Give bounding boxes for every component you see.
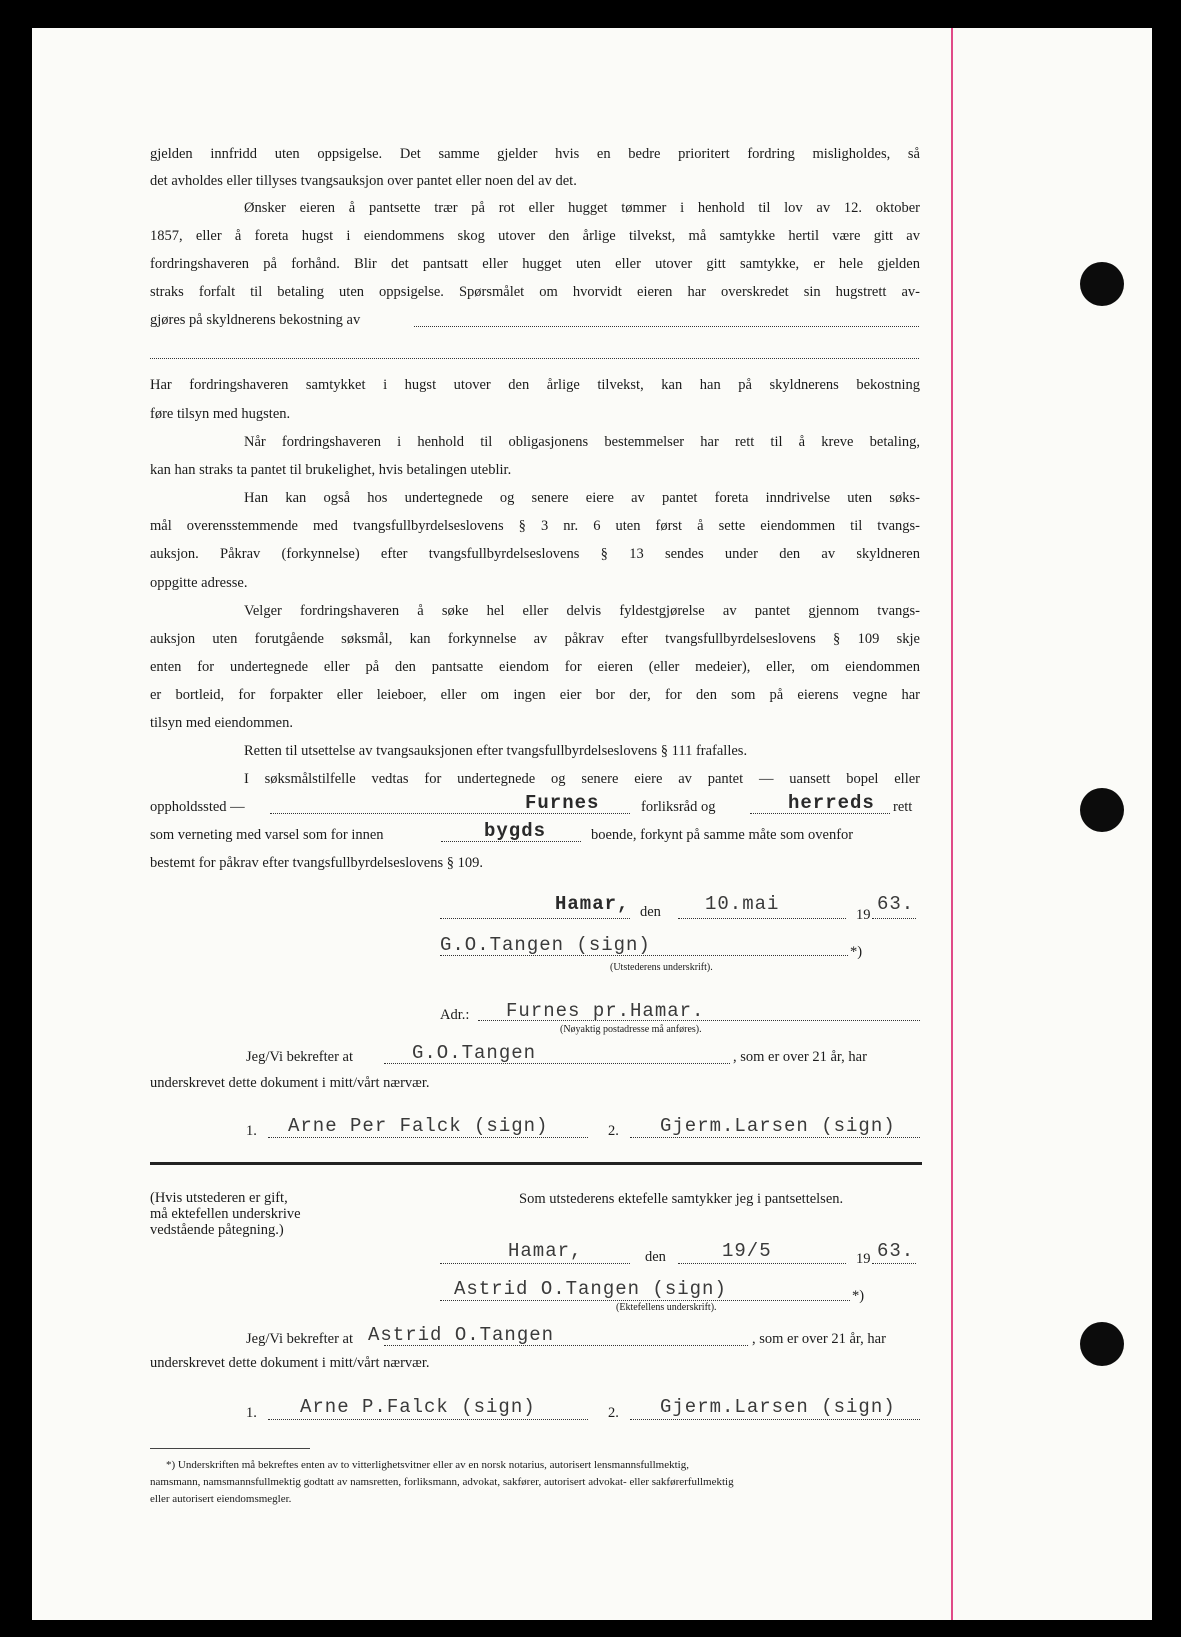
text-line: er bortleid, for forpakter eller leieboer, eller om ingen eier bor der, for den som på eierens vegne har [150,687,920,703]
spouse-year: 63. [877,1240,915,1262]
text-line: tilsyn med eiendommen. [150,715,293,731]
witness2-number: 2. [608,1405,619,1421]
adr-label: Adr.: [440,1007,470,1023]
text-line: det avholdes eller tillyses tvangsauksjon over pantet eller noen del av det. [150,173,577,189]
blank-line [414,326,919,327]
spouse-confirm-name: Astrid O.Tangen [368,1324,555,1346]
issuer-address: Furnes pr.Hamar. [506,1000,705,1022]
signature-caption: (Ektefellens underskrift). [616,1302,717,1313]
footnote-line: eller autorisert eiendomsmegler. [150,1493,292,1505]
text-line: straks forfalt til betaling uten oppsigelse. Spørsmålet om hvorvidt eieren har overskredet sin hugstrett av- [150,284,920,300]
blank-line [440,918,630,919]
witness1-number: 1. [246,1405,257,1421]
text-line: som verneting med varsel som for innen [150,827,384,843]
handwritten-year: 63. [877,893,915,915]
confirm-name: G.O.Tangen [412,1042,537,1064]
text-line: oppgitte adresse. [150,575,248,591]
signature-line [630,1419,920,1420]
text-line: gjøres på skyldnerens bekostning av [150,312,361,328]
confirm-rest: , som er over 21 år, har [752,1331,886,1347]
blank-line [440,1263,630,1264]
handwritten-date: 10.mai [705,893,780,915]
blank-line [872,918,916,919]
handwritten-forliksrad: Furnes [525,792,600,814]
witness1-signature: Arne Per Falck (sign) [288,1115,549,1137]
signature-line [268,1137,588,1138]
spouse-note: (Hvis utstederen er gift, må ektefellen underskrive vedstående påtegning.) [150,1190,301,1238]
footnote-marker: *) [850,944,863,960]
witness2-signature: Gjerm.Larsen (sign) [660,1396,896,1418]
text-line: forliksråd og [641,799,716,815]
confirm-line2: underskrevet dette dokument i mitt/vårt nærvær. [150,1355,430,1371]
text-line: boende, forkynt på samme måte som ovenfor [591,827,854,843]
witness1-signature: Arne P.Falck (sign) [300,1396,536,1418]
text-line: I søksmålstilfelle vedtas for undertegnede og senere eiere av pantet — uansett bopel eller [244,771,920,787]
text-line: auksjon uten forutgående søksmål, kan forkynnelse av påkrav efter tvangsfullbyrdelseslovens § 109 skje [150,631,920,647]
text-line: Han kan også hos undertegnede og senere eiere av pantet foreta inndrivelse uten søks- [244,490,920,506]
signature-line [440,1300,850,1301]
text-line: fordringshaveren på forhånd. Blir det pantsatt eller hugget uten eller utover gitt samtykke, er hele gjelden [150,256,920,272]
handwritten-herreds: herreds [788,792,875,814]
section-divider [150,1162,922,1165]
footnote-line: namsmann, namsmannsfullmektig godtatt av namsretten, forliksmann, advokat, sakfører, autorisert advokat- eller sakførerfullmektig [150,1476,734,1488]
footnote-marker: *) [852,1288,865,1304]
spouse-signature: Astrid O.Tangen (sign) [454,1278,727,1300]
blank-line [872,1263,916,1264]
text-line: Velger fordringshaveren å søke hel eller delvis fyldestgjørelse av pantet gjennom tvangs- [244,603,920,619]
den-label: den [645,1249,666,1265]
confirm-line2: underskrevet dette dokument i mitt/vårt nærvær. [150,1075,430,1091]
confirm-label: Jeg/Vi bekrefter at [246,1331,354,1347]
punch-hole [1080,262,1124,306]
text-line: Når fordringshaveren i henhold til obligasjonens bestemmelser har rett til å kreve betaling, [244,434,920,450]
den-label: den [640,904,661,920]
text-line: rett [893,799,913,815]
text-line: Ønsker eieren å pantsette trær på rot eller hugget tømmer i henhold til lov av 12. oktober [244,200,920,216]
text-line: auksjon. Påkrav (forkynnelse) efter tvangsfullbyrdelseslovens § 13 sendes under den av skyldneren [150,546,920,562]
text-line: oppholdssted — [150,799,245,815]
text-line: Har fordringshaveren samtykket i hugst utover den årlige tilvekst, kan han på skyldnerens bekostning [150,377,920,393]
year-prefix: 19 [856,907,871,923]
footnote-line: *) Underskriften må bekreftes enten av to vitterlighetsvitner eller av en norsk notarius, autorisert lensmannsfullmektig, [166,1459,689,1471]
confirm-label: Jeg/Vi bekrefter at [246,1049,354,1065]
text-line: 1857, eller å foreta hugst i eiendommens skog utover den årlige tilvekst, må samtykke hertil være gitt av [150,228,920,244]
year-prefix: 19 [856,1251,871,1267]
text-line: gjelden innfridd uten oppsigelse. Det samme gjelder hvis en bedre prioritert fordring misligholdes, så [150,146,920,162]
witness1-number: 1. [246,1123,257,1139]
punch-hole [1080,788,1124,832]
witness2-signature: Gjerm.Larsen (sign) [660,1115,896,1137]
spouse-place: Hamar, [508,1240,583,1262]
margin-line [951,28,953,1620]
issuer-signature: G.O.Tangen (sign) [440,934,651,956]
confirm-rest: , som er over 21 år, har [733,1049,867,1065]
handwritten-place: Hamar, [555,893,630,915]
witness2-number: 2. [608,1123,619,1139]
footnote-rule [150,1448,310,1449]
signature-line [268,1419,588,1420]
blank-line [150,358,919,359]
address-caption: (Nøyaktig postadresse må anføres). [560,1024,702,1035]
text-line: enten for undertegnede eller på den pantsatte eiendom for eieren (eller medeier), eller, om eiendommen [150,659,920,675]
spouse-heading: Som utstederens ektefelle samtykker jeg i pantsettelsen. [519,1191,844,1207]
signature-caption: (Utstederens underskrift). [610,962,713,973]
text-line: Retten til utsettelse av tvangsauksjonen efter tvangsfullbyrdelseslovens § 111 frafalles. [244,743,748,759]
text-line: mål overensstemmende med tvangsfullbyrdelseslovens § 3 nr. 6 uten først å sette eiendommen til tvangs- [150,518,920,534]
text-line: føre tilsyn med hugsten. [150,406,291,422]
punch-hole [1080,1322,1124,1366]
text-line: kan han straks ta pantet til brukelighet, hvis betalingen uteblir. [150,462,512,478]
handwritten-bygds: bygds [484,820,547,842]
text-line: bestemt for påkrav efter tvangsfullbyrdelseslovens § 109. [150,855,484,871]
blank-line [678,1263,846,1264]
signature-line [630,1137,920,1138]
spouse-date: 19/5 [722,1240,772,1262]
blank-line [678,918,846,919]
